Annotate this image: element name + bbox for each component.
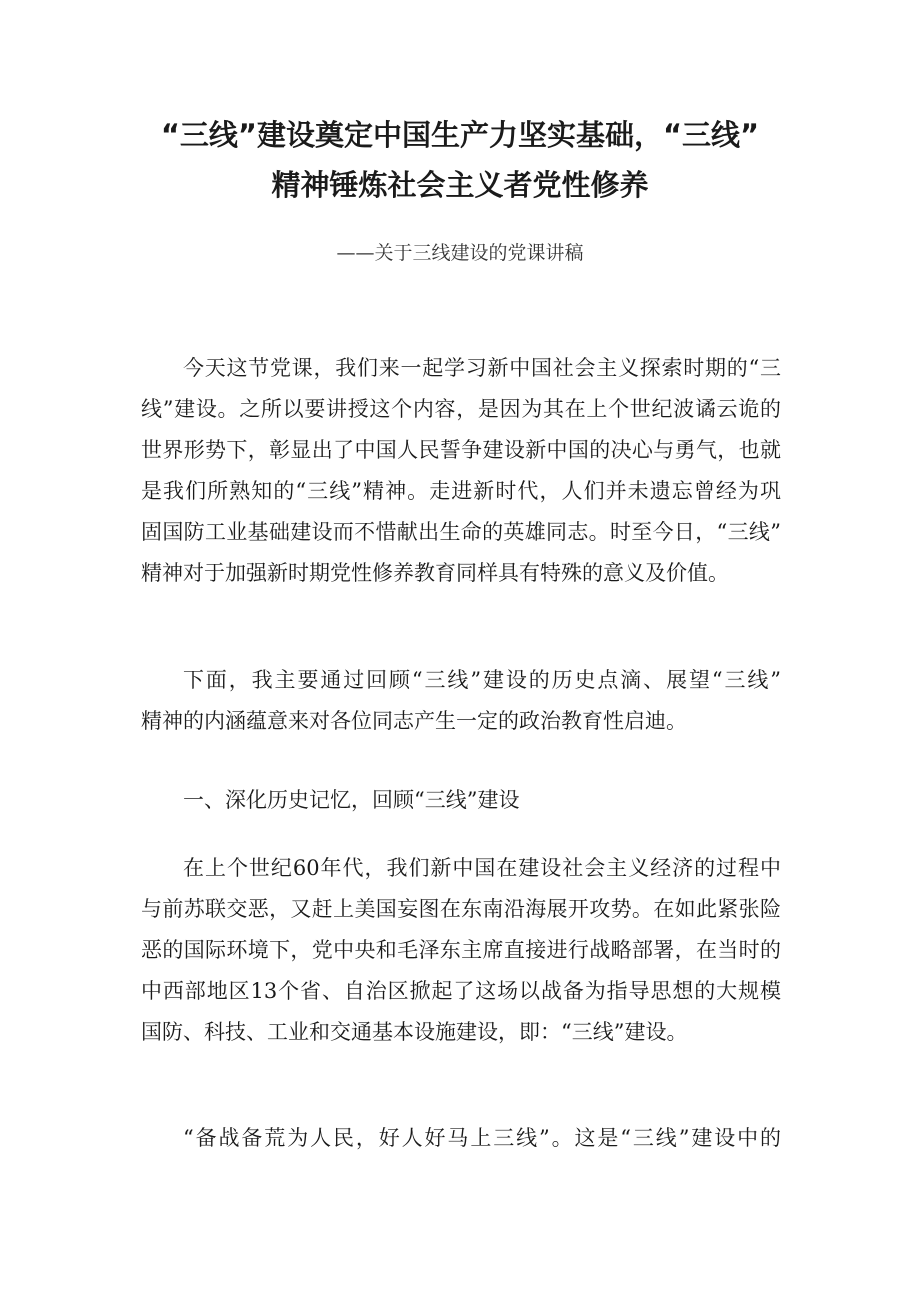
paragraph-line: 与前苏联交恶，又赶上美国妄图在东南沿海展开攻势。在如此紧张险 [141, 897, 781, 921]
paragraph-line: 是我们所熟知的“三线”精神。走进新时代，人们并未遗忘曾经为巩 [141, 479, 781, 503]
paragraph-line: “备战备荒为人民，好人好马上三线”。这是“三线”建设中的 [183, 1126, 781, 1150]
paragraph-outline [141, 660, 781, 742]
document-title [120, 110, 800, 210]
paragraph-line: 固国防工业基础建设而不惜献出生命的英雄同志。时至今日，“三线” [141, 520, 781, 544]
paragraph-intro [141, 348, 781, 594]
paragraph-line: 线”建设。之所以要讲授这个内容，是因为其在上个世纪波谲云诡的 [141, 397, 781, 421]
title-line-1: “三线”建设奠定中国生产力坚实基础，“三线” [160, 118, 760, 152]
paragraph-line: 恶的国际环境下，党中央和毛泽东主席直接进行战略部署，在当时的 [141, 938, 781, 962]
document-subtitle: ——关于三线建设的党课讲稿 [336, 242, 584, 264]
paragraph-history [141, 848, 781, 1053]
paragraph-line: 世界形势下，彰显出了中国人民誓争建设新中国的决心与勇气，也就 [141, 438, 781, 462]
section-heading-text: 一、深化历史记忆，回顾“三线”建设 [183, 788, 520, 812]
paragraph-line: 中西部地区13个省、自治区掀起了这场以战备为指导思想的大规模 [141, 979, 781, 1003]
paragraph-line: 精神对于加强新时期党性修养教育同样具有特殊的意义及价值。 [141, 561, 729, 585]
paragraph-line: 在上个世纪60年代，我们新中国在建设社会主义经济的过程中 [183, 856, 781, 880]
title-line-2: 精神锤炼社会主义者党性修养 [271, 168, 649, 202]
paragraph-line: 国防、科技、工业和交通基本设施建设，即：“三线”建设。 [141, 1020, 688, 1044]
paragraph-line: 下面，我主要通过回顾“三线”建设的历史点滴、展望“三线” [183, 668, 781, 692]
paragraph-slogan [141, 1118, 781, 1159]
paragraph-line: 精神的内涵蕴意来对各位同志产生一定的政治教育性启迪。 [141, 709, 687, 733]
section-heading-1 [141, 780, 781, 821]
paragraph-line: 今天这节党课，我们来一起学习新中国社会主义探索时期的“三 [183, 356, 781, 380]
